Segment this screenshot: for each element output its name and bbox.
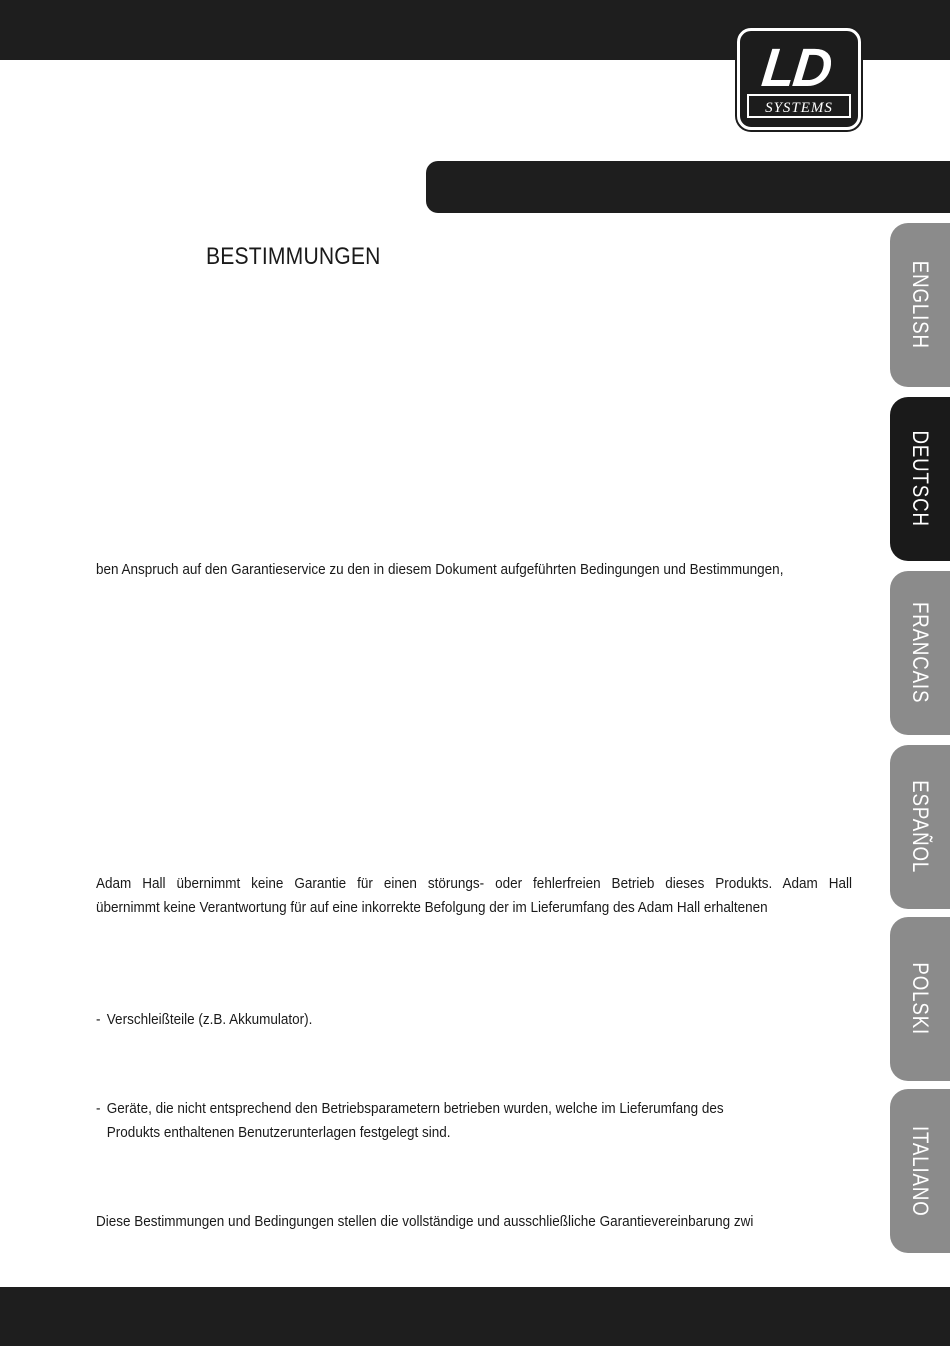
ld-systems-logo: [737, 28, 861, 130]
paragraph-terms-agreement: Diese Bestimmungen und Bedingungen stellen die vollständige und ausschließliche Garantievereinbarung zwi: [96, 1213, 754, 1230]
bottom-footer-bar: [0, 1287, 950, 1346]
paragraph-no-guarantee: [96, 872, 852, 920]
tab-italiano[interactable]: [890, 1089, 950, 1253]
tab-deutsch[interactable]: [890, 397, 950, 561]
tab-label: POLSKI: [908, 962, 933, 1036]
section-header-band: [426, 161, 950, 213]
ld-systems-logo-graphic: [740, 31, 858, 127]
list-item-operating-parameters: [96, 1097, 724, 1145]
tab-label: ITALIANO: [908, 1125, 933, 1217]
section-title: BESTIMMUNGEN: [206, 243, 381, 270]
tab-label: DEUTSCH: [908, 430, 933, 528]
logo-ld-text: LD: [758, 38, 834, 98]
tab-label: ENGLISH: [908, 260, 933, 350]
tab-label: FRANCAIS: [908, 602, 933, 704]
logo-systems-text: SYSTEMS: [765, 100, 833, 116]
tab-label: ESPAÑOL: [908, 780, 933, 874]
tab-polski[interactable]: [890, 917, 950, 1081]
paragraph-line: übernimmt keine Verantwortung für auf eine inkorrekte Befolgung der im Lieferumfang des Adam Hall erhaltenen: [96, 899, 768, 916]
list-item-text: Geräte, die nicht entsprechend den Betriebsparametern betrieben wurden, welche im Lieferumfang des: [106, 1100, 724, 1117]
tab-english[interactable]: [890, 223, 950, 387]
list-item-wear-parts: [96, 1008, 312, 1032]
tab-francais[interactable]: [890, 571, 950, 735]
bullet-dash: -: [96, 1100, 101, 1117]
bullet-dash: -: [96, 1011, 101, 1028]
paragraph-line: Adam Hall übernimmt keine Garantie für einen störungs- oder fehlerfreien Betrieb dieses Produkts. Adam Hall: [96, 875, 852, 892]
list-item-text-continued: Produkts enthaltenen Benutzerunterlagen festgelegt sind.: [106, 1124, 451, 1141]
list-item-text: Verschleißteile (z.B. Akkumulator).: [106, 1011, 313, 1028]
paragraph-warranty-claim: ben Anspruch auf den Garantieservice zu den in diesem Dokument aufgeführten Bedingungen und Bestimmungen,: [96, 561, 784, 578]
tab-espanol[interactable]: [890, 745, 950, 909]
